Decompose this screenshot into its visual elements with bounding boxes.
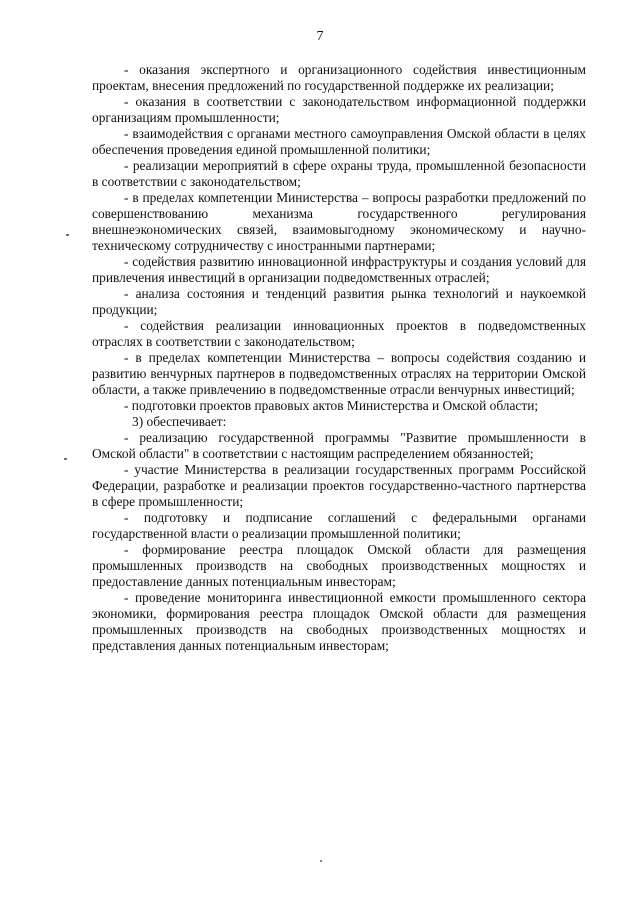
paragraph-5: - в пределах компетенции Министерства – вопросы разработки предложений по совершенствованию механизма государственного регулирования внешнеэкономических связей, взаимовыгодному экономическому и научно-техническому сотрудничеству с иностранными партнерами;	[92, 190, 586, 253]
paragraph-2: - оказания в соответствии с законодательством информационной поддержки организациям промышленности;	[92, 94, 586, 125]
document-body	[92, 62, 586, 654]
paragraph-14: - подготовку и подписание соглашений с федеральными органами государственной власти о реализации промышленной политики;	[92, 510, 586, 541]
scan-speck	[320, 860, 322, 862]
scan-speck	[66, 234, 69, 236]
paragraph-1: - оказания экспертного и организационного содействия инвестиционным проектам, внесения предложений по государственной поддержке их реализации;	[92, 62, 586, 93]
paragraph-12: - реализацию государственной программы "Развитие промышленности в Омской области" в соответствии с настоящим распределением обязанностей;	[92, 430, 586, 461]
page-number: 7	[316, 29, 324, 44]
paragraph-10: - подготовки проектов правовых актов Министерства и Омской области;	[124, 398, 539, 413]
paragraph-15: - формирование реестра площадок Омской области для размещения промышленных производств на свободных производственных мощностях и предоставление данных потенциальным инвесторам;	[92, 542, 586, 589]
scan-speck	[64, 458, 67, 460]
paragraph-8: - содействия реализации инновационных проектов в подведомственных отраслях в соответствии с законодательством;	[92, 318, 586, 349]
paragraph-9: - в пределах компетенции Министерства – вопросы содействия созданию и развитию венчурных партнеров в подведомственных отраслях на территории Омской области, а также привлечению в подведомственные отрасли венчурных инвестиций;	[92, 350, 586, 397]
paragraph-7: - анализа состояния и тенденций развития рынка технологий и наукоемкой продукции;	[92, 286, 586, 317]
paragraph-6: - содействия развитию инновационной инфраструктуры и создания условий для привлечения инвестиций в организации подведомственных отраслей;	[92, 254, 586, 285]
section-heading-3: 3) обеспечивает:	[132, 414, 227, 429]
paragraph-13: - участие Министерства в реализации государственных программ Российской Федерации, разработке и реализации проектов государственно-частного партнерства в сфере промышленности;	[92, 462, 586, 509]
paragraph-16: - проведение мониторинга инвестиционной емкости промышленного сектора экономики, формирования реестра площадок Омской области для размещения промышленных производств на свободных производственных мощностях и представления данных потенциальным инвесторам;	[92, 590, 586, 653]
paragraph-3: - взаимодействия с органами местного самоуправления Омской области в целях обеспечения проведения единой промышленной политики;	[92, 126, 586, 157]
paragraph-4: - реализации мероприятий в сфере охраны труда, промышленной безопасности в соответствии с законодательством;	[92, 158, 586, 189]
